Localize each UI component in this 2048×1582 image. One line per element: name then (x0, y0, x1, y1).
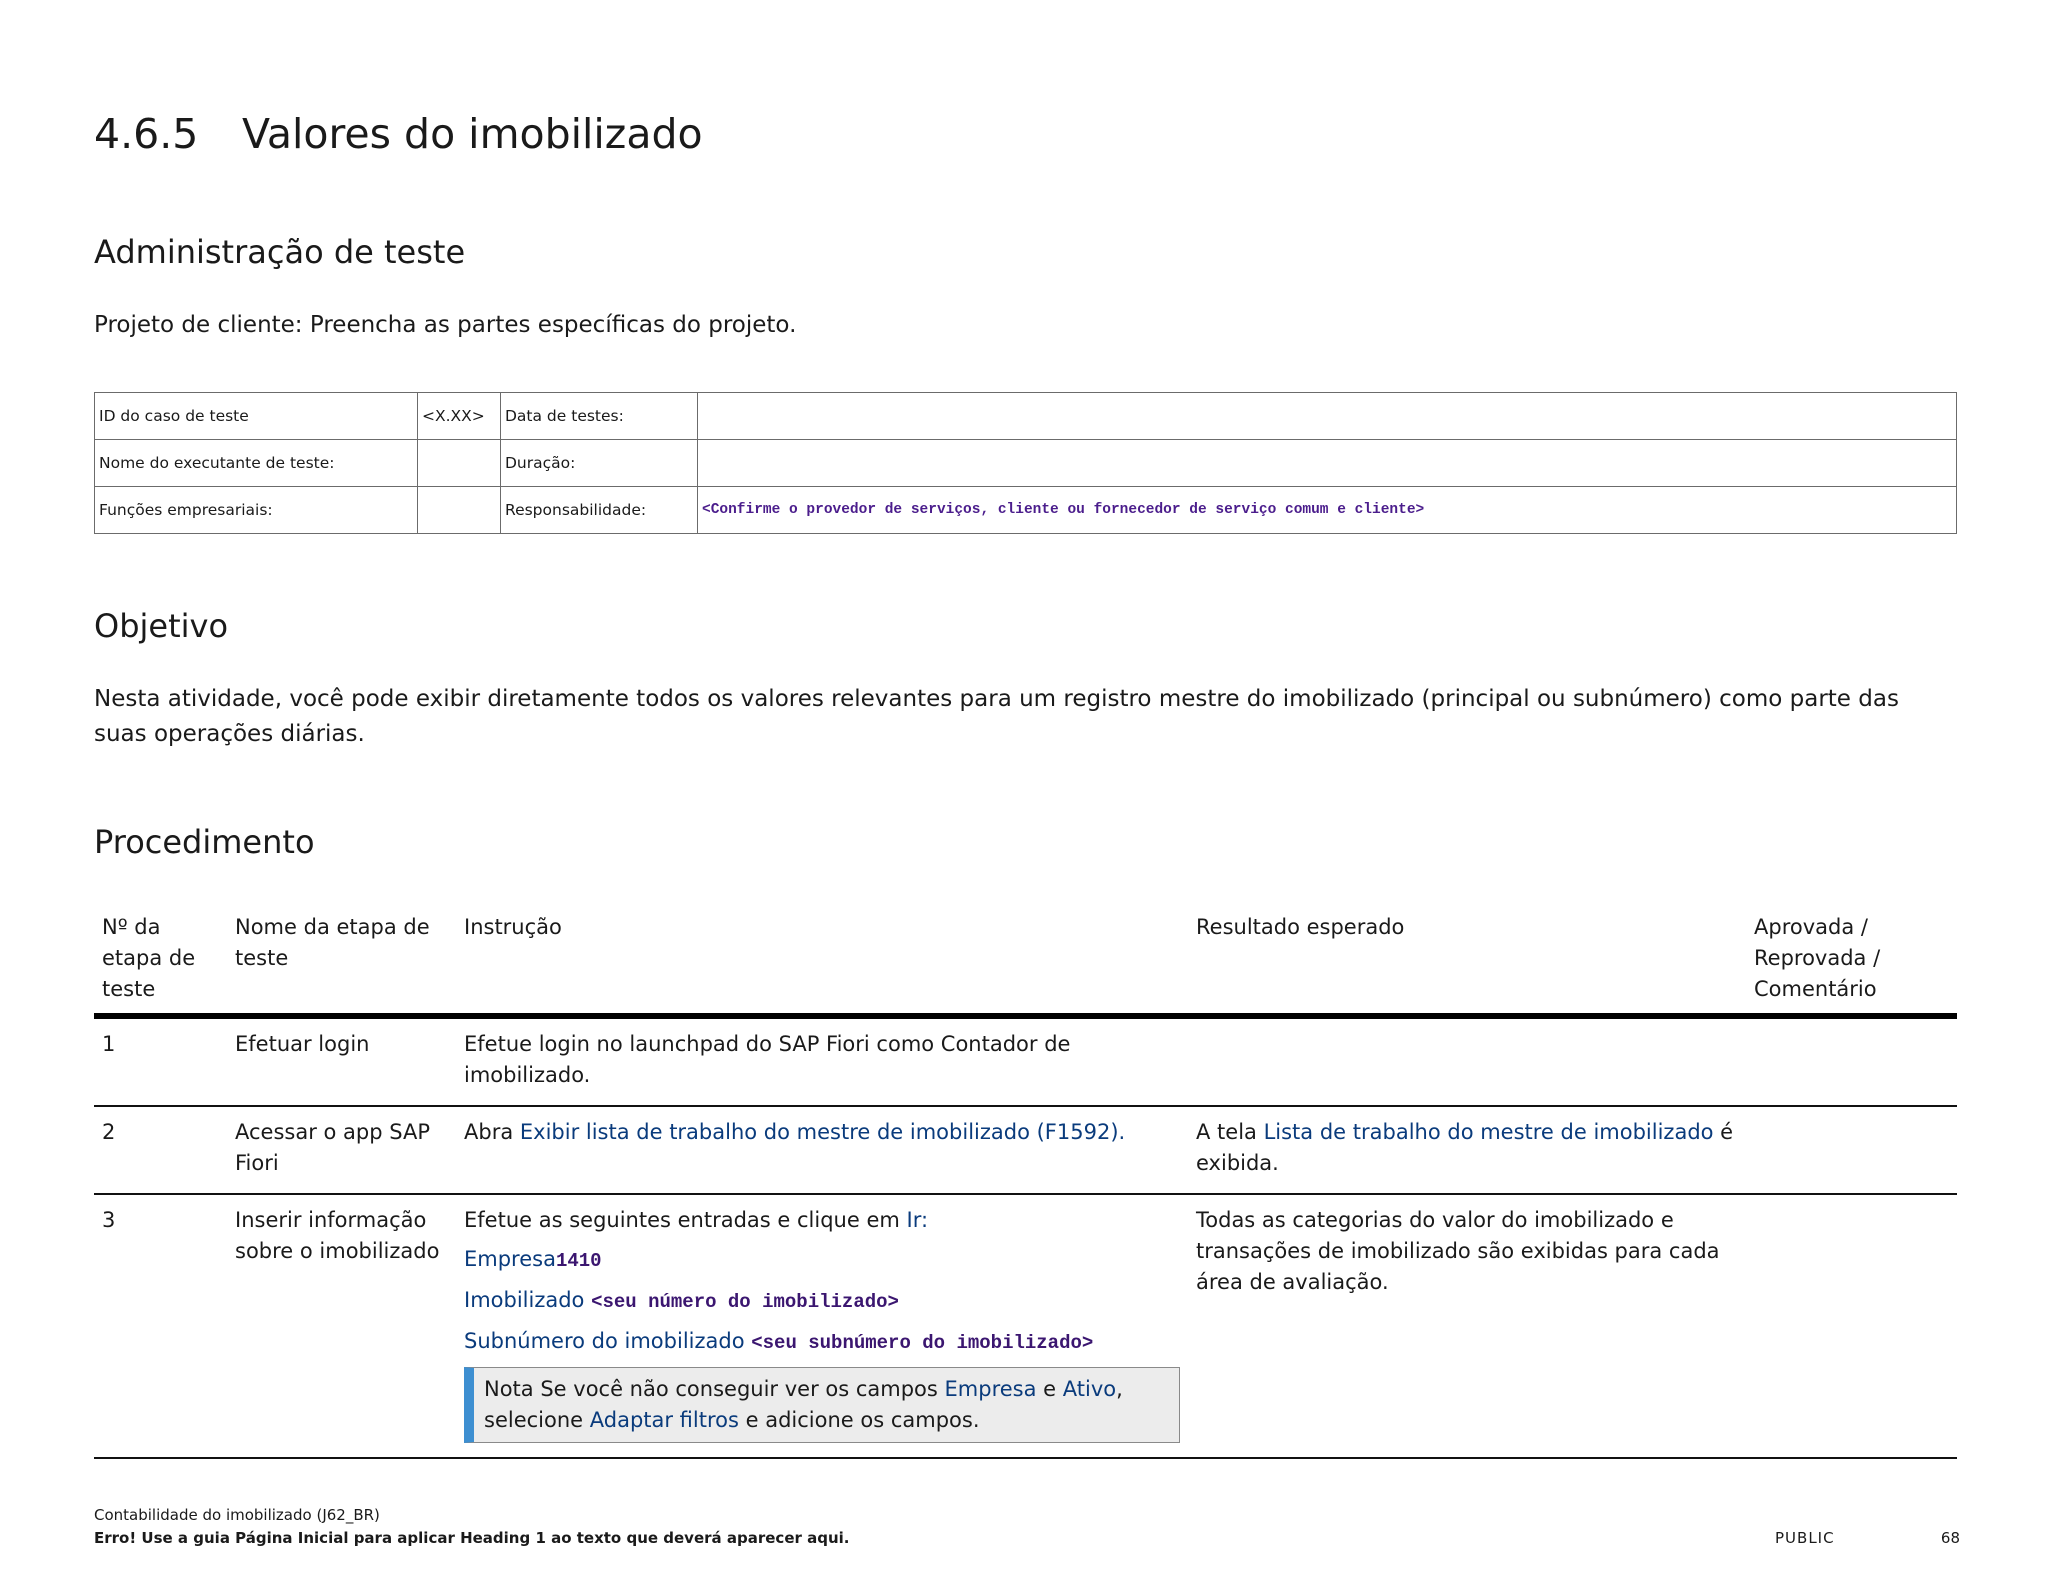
field-label: Empresa (464, 1247, 556, 1271)
admin-row (95, 440, 1957, 487)
field-value: <seu subnúmero do imobilizado> (751, 1332, 1094, 1354)
header-instruction: Instrução (456, 906, 1188, 1016)
admin-row (95, 393, 1957, 440)
procedure-step-row (94, 1016, 1957, 1106)
note-link: Adaptar filtros (589, 1408, 739, 1432)
header-step-number: Nº da etapa de teste (94, 906, 227, 1016)
step-name: Inserir informação sobre o imobilizado (227, 1194, 456, 1458)
admin-heading: Administração de teste (94, 233, 466, 271)
go-button-ref: Ir: (906, 1208, 929, 1232)
admin-label: Nome do executante de teste: (95, 440, 418, 487)
step-instruction (456, 1194, 1188, 1458)
screen-name-link: Lista de trabalho do mestre de imobilizado (1263, 1120, 1714, 1144)
admin-label: Responsabilidade: (501, 487, 698, 534)
admin-row (95, 487, 1957, 534)
step-status[interactable] (1746, 1194, 1957, 1458)
step-expected (1188, 1016, 1746, 1106)
objective-heading: Objetivo (94, 607, 229, 645)
instruction-text: Abra (464, 1120, 520, 1144)
step-name: Efetuar login (227, 1016, 456, 1106)
step-status[interactable] (1746, 1106, 1957, 1194)
field-entry (464, 1285, 1180, 1318)
field-label: Subnúmero do imobilizado (464, 1329, 752, 1353)
field-entry (464, 1326, 1180, 1359)
note-link: Ativo (1062, 1377, 1117, 1401)
step-status[interactable] (1746, 1016, 1957, 1106)
footer-error: Erro! Use a guia Página Inicial para aplicar Heading 1 ao texto que deverá aparecer aqui. (94, 1529, 850, 1547)
section-number: 4.6.5 (94, 110, 199, 158)
note-text: e adicione os campos. (738, 1408, 980, 1432)
note-link: Empresa (944, 1377, 1037, 1401)
admin-intro: Projeto de cliente: Preencha as partes específicas do projeto. (94, 312, 797, 338)
footer-doc-title: Contabilidade do imobilizado (J62_BR) (94, 1506, 380, 1524)
footer-classification: PUBLIC (1775, 1529, 1835, 1547)
step-expected (1188, 1106, 1746, 1194)
objective-text: Nesta atividade, você pode exibir diretamente todos os valores relevantes para um registro mestre do imobilizado (principal ou subnúmero) como parte das suas operações diárias. (94, 686, 1899, 747)
admin-label: Duração: (501, 440, 698, 487)
expected-text: A tela (1196, 1120, 1264, 1144)
step-expected: Todas as categorias do valor do imobilizado e transações de imobilizado são exibidas para cada área de avaliação. (1188, 1194, 1746, 1458)
header-step-name: Nome da etapa de teste (227, 906, 456, 1016)
procedure-header-row (94, 906, 1957, 1016)
procedure-step-row (94, 1106, 1957, 1194)
admin-table (94, 392, 1957, 534)
instruction-line (464, 1205, 1180, 1236)
note-text: e (1036, 1377, 1063, 1401)
step-number: 1 (94, 1016, 227, 1106)
step-instruction: Efetue login no launchpad do SAP Fiori como Contador de imobilizado. (456, 1016, 1188, 1106)
header-expected-result: Resultado esperado (1188, 906, 1746, 1016)
admin-label: Data de testes: (501, 393, 698, 440)
admin-label: ID do caso de teste (95, 393, 418, 440)
admin-value[interactable]: <X.XX> (418, 393, 501, 440)
note-text: , selecione (484, 1377, 1123, 1432)
instruction-text: Efetue as seguintes entradas e clique em (464, 1208, 907, 1232)
admin-value[interactable] (698, 440, 1957, 487)
expected-text: é exibida. (1196, 1120, 1734, 1175)
field-value: 1410 (555, 1250, 602, 1272)
admin-label: Funções empresariais: (95, 487, 418, 534)
field-label: Imobilizado (464, 1288, 592, 1312)
admin-value[interactable]: <Confirme o provedor de serviços, cliente ou fornecedor de serviço comum e cliente> (698, 487, 1957, 534)
footer-page-number: 68 (1940, 1529, 1960, 1547)
procedure-table (94, 906, 1957, 1459)
section-title-text: Valores do imobilizado (242, 110, 703, 158)
field-value: <seu número do imobilizado> (591, 1291, 899, 1313)
procedure-heading: Procedimento (94, 823, 315, 861)
step-name: Acessar o app SAP Fiori (227, 1106, 456, 1194)
header-status: Aprovada / Reprovada / Comentário (1746, 906, 1957, 1016)
step-number: 3 (94, 1194, 227, 1458)
admin-value[interactable] (418, 440, 501, 487)
section-title (94, 110, 703, 158)
admin-value[interactable] (698, 393, 1957, 440)
app-link[interactable]: Exibir lista de trabalho do mestre de imobilizado (F1592). (519, 1120, 1126, 1144)
procedure-step-row (94, 1194, 1957, 1458)
note-box (464, 1367, 1180, 1443)
step-instruction (456, 1106, 1188, 1194)
note-text: Nota Se você não conseguir ver os campos (484, 1377, 945, 1401)
step-number: 2 (94, 1106, 227, 1194)
admin-value[interactable] (418, 487, 501, 534)
field-entry (464, 1244, 1180, 1277)
